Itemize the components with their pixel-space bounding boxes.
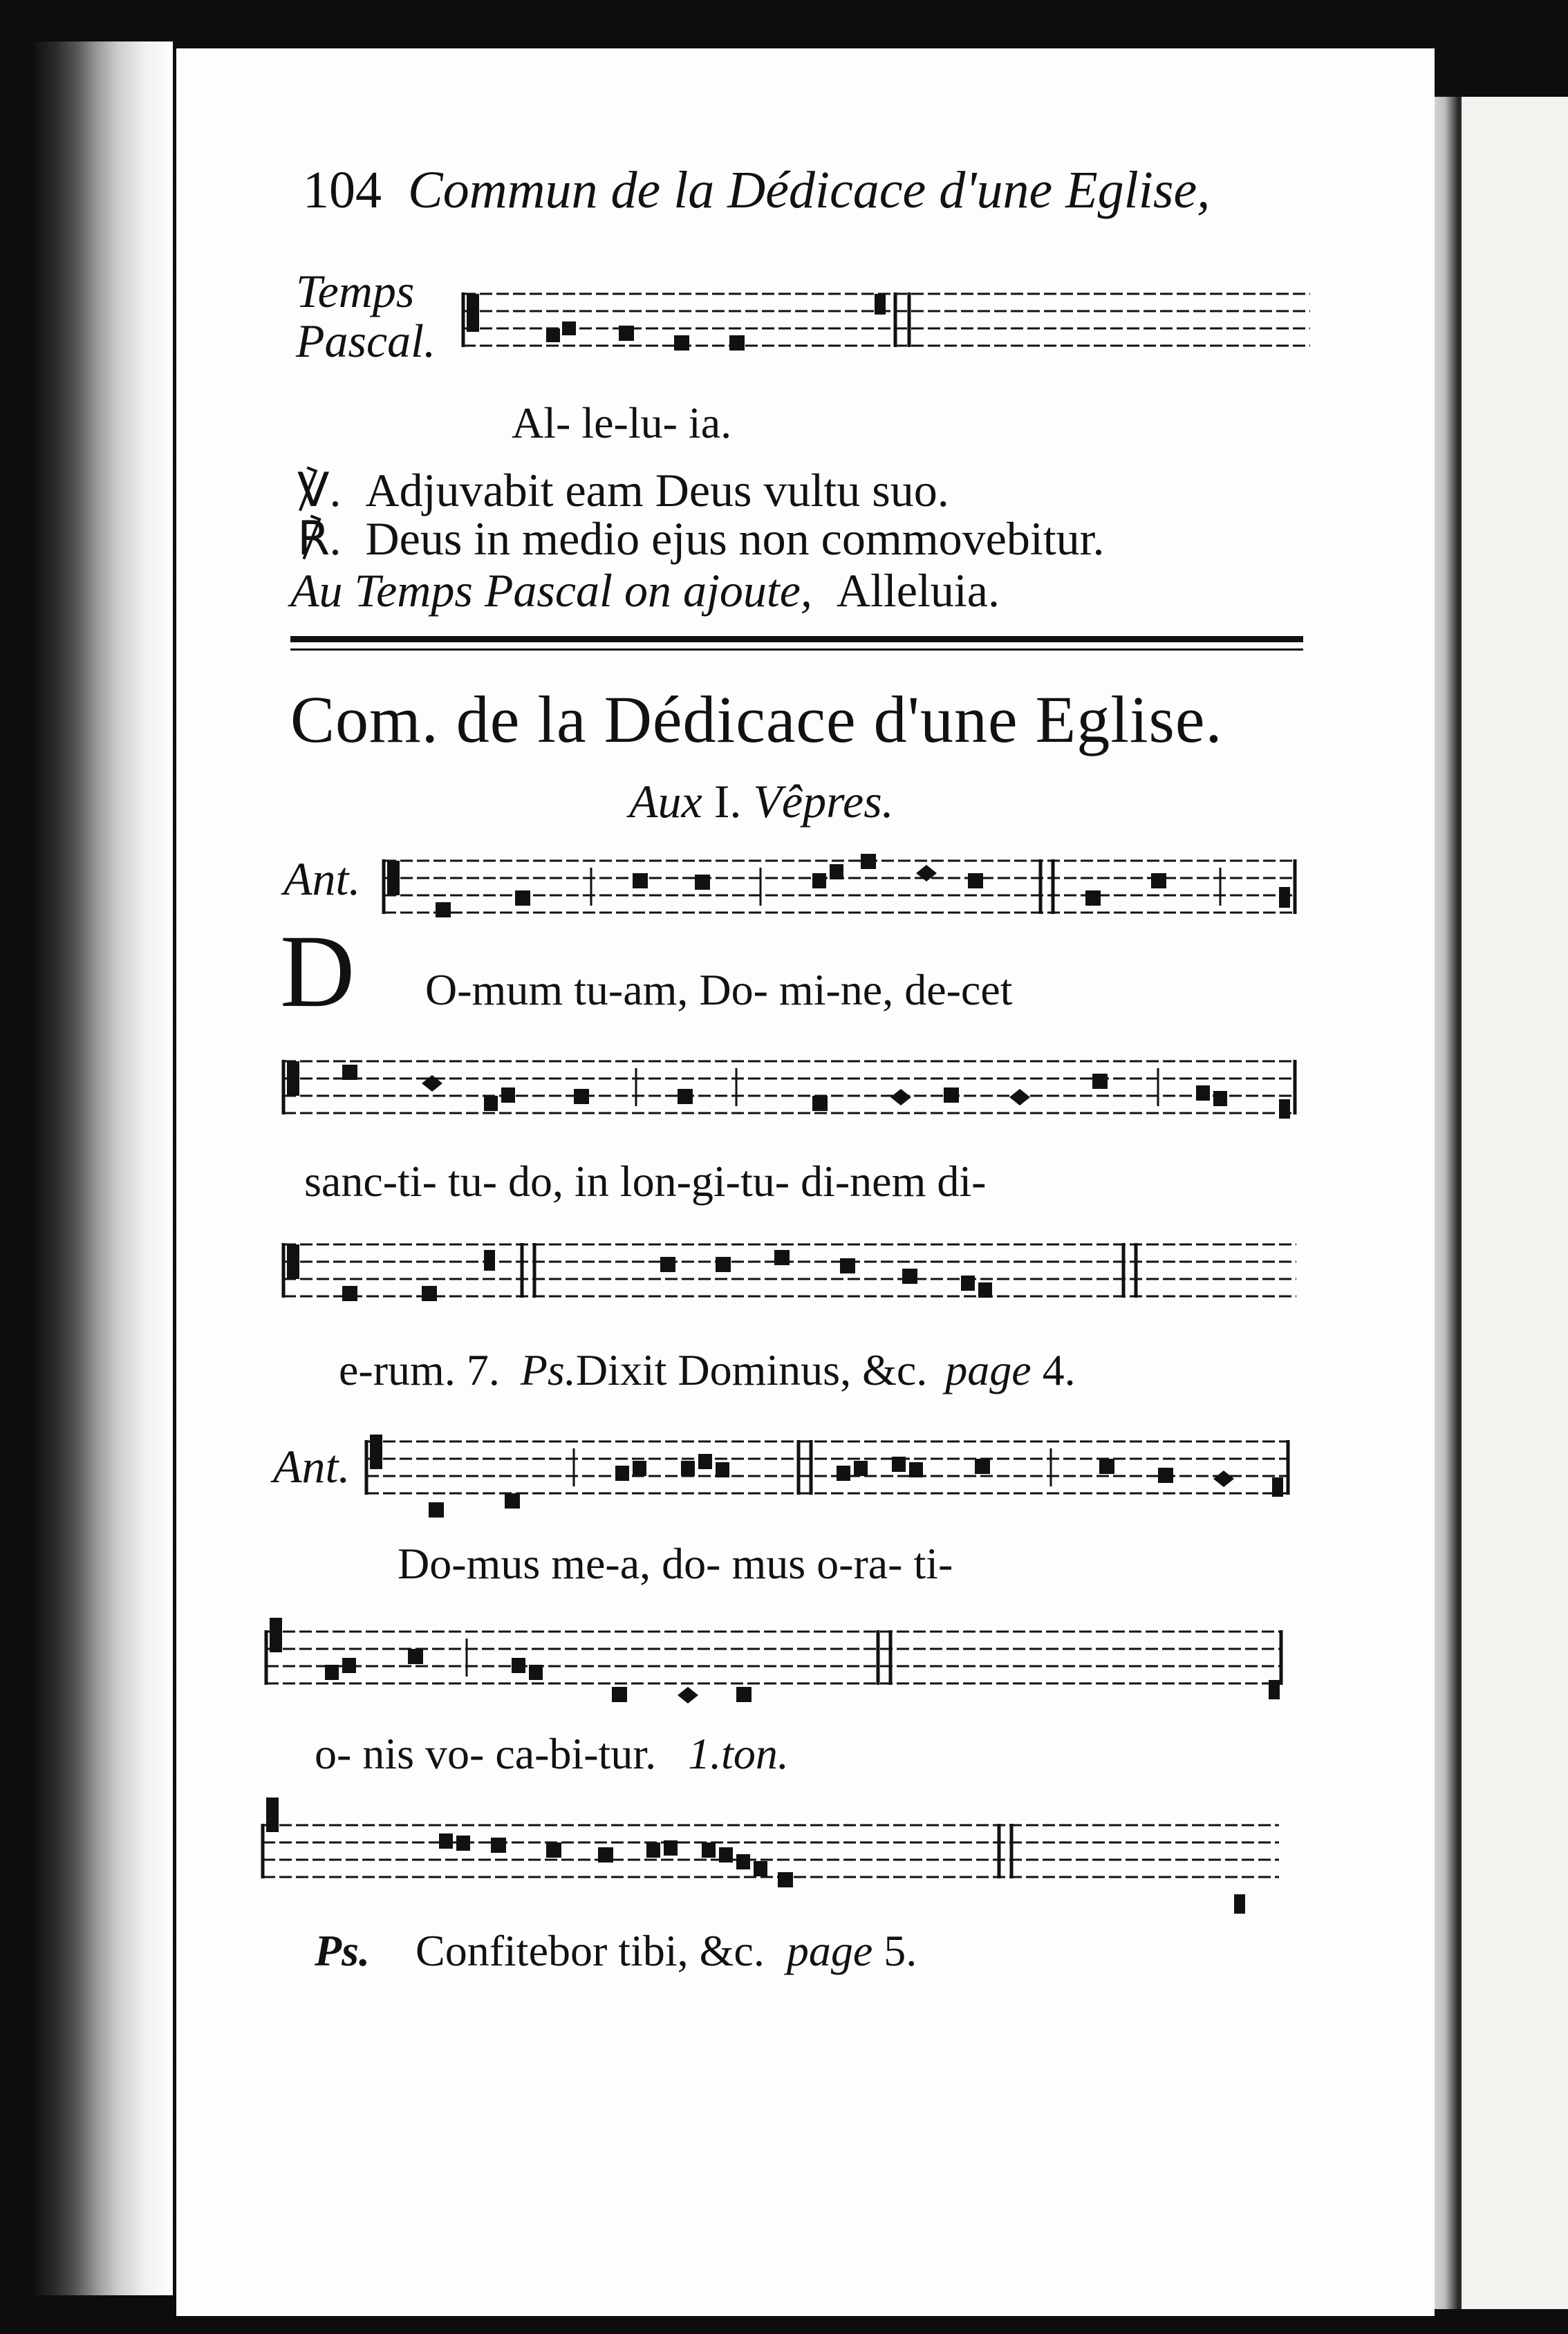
lyric-alleluia: Al- le-lu- ia.	[512, 398, 732, 447]
pascal-label: Pascal.	[296, 315, 436, 367]
antiphon1-lyric-3: e-rum. 7. Ps.Dixit Dominus, &c. page 4.	[339, 1345, 1076, 1394]
antiphon1-label: Ant.	[283, 852, 361, 905]
psalm-abbrev: Ps.	[520, 1345, 576, 1394]
section-rule-thin	[290, 648, 1303, 651]
versicle-line	[297, 463, 949, 518]
antiphon2-lyric-2: o- nis vo- ca-bi-tur. 1.ton.	[315, 1729, 789, 1778]
tone-indicator: 1.ton.	[688, 1729, 789, 1778]
antiphon1-lyric-2: sanc-ti- tu- do, in lon-gi-tu- di-nem di-	[304, 1157, 987, 1206]
section-title: Com. de la Dédicace d'une Eglise.	[290, 682, 1223, 756]
rubric-line	[290, 563, 1000, 618]
antiphon2-label: Ant.	[273, 1440, 351, 1493]
book-spine	[35, 41, 173, 2295]
running-title: Commun de la Dédicace d'une Eglise,	[408, 161, 1211, 219]
section-rule-thick	[290, 636, 1303, 642]
music-staff-temps-pascal	[463, 280, 1314, 377]
rubric-italic: Au Temps Pascal on ajoute,	[290, 564, 812, 617]
temps-label: Temps	[296, 265, 415, 317]
running-head	[303, 160, 1210, 221]
facing-page-edge	[1459, 97, 1568, 2309]
response-text: Deus in medio ejus non commovebitur.	[365, 512, 1105, 565]
music-staff-antiphon1-c	[283, 1231, 1303, 1327]
music-staff-antiphon1-a	[384, 847, 1303, 944]
page-number: 104	[303, 161, 382, 219]
versicle-sign: ℣.	[297, 464, 342, 516]
drop-capital: D	[280, 914, 355, 1029]
music-staff-antiphon2-a	[366, 1421, 1300, 1531]
antiphon1-lyric-1: O-mum tu-am, Do- mi-ne, de-cet	[425, 965, 1013, 1014]
psalm-incipit: Ps. Confitebor tibi, &c. page 5.	[315, 1926, 917, 1975]
antiphon2-lyric-1: Do-mus me-a, do- mus o-ra- ti-	[398, 1539, 953, 1588]
response-sign: ℟.	[297, 512, 342, 565]
music-staff-psalm-tone	[263, 1798, 1293, 1936]
rubric-alleluia: Alleluia.	[836, 564, 1000, 617]
music-staff-antiphon1-b	[283, 1047, 1303, 1144]
music-staff-antiphon2-b	[266, 1618, 1289, 1728]
versicle-text: Adjuvabit eam Deus vultu suo.	[365, 464, 949, 516]
section-subtitle: Aux I. Vêpres.	[629, 775, 894, 828]
response-line	[297, 512, 1105, 566]
